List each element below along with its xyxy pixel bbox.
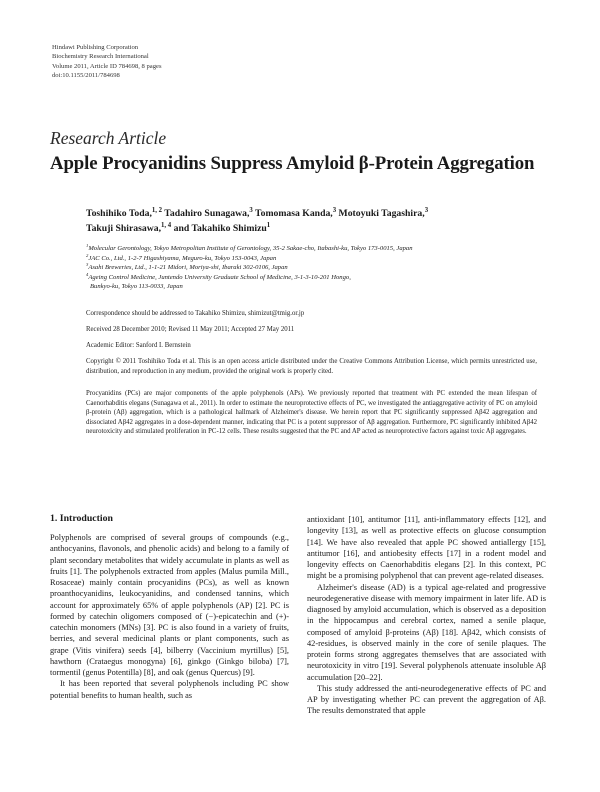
affiliations [86,244,536,292]
academic-editor: Academic Editor: Sanford I. Bernstein [86,342,191,349]
affiliation-marker: 1 [266,221,271,229]
author-name: and Takahiko Shimizu [171,223,267,234]
journal-info [52,43,352,81]
affiliation-marker: 1, 2 [151,206,163,214]
paragraph: This study addressed the anti-neurodegenerative effects of PC and AP by investigating whether PC can prevent the aggregation of Aβ. The results demonstrated that apple [307,683,546,716]
author-name: Tadahiro Sunagawa, [162,208,250,219]
author-list [86,206,526,236]
paragraph: Alzheimer's disease (AD) is a typical age-related and progressive neurodegenerative disease with memory impairment in later life. AD is diagnosed by amyloid accumulation, which is observed as a deposition in the hippocampus and cerebral cortex, named a senile plaque, composed of amyloid β-proteins (Aβ) [18]. Aβ42, which consists of 42-residues, is observed mainly in the core of senile plaques. The protein forms strong aggregates themselves that are associated with neurotoxicity in vitro [19]. Several polyphenols attenuate insoluble Aβ accumulation [20–22]. [307,582,546,682]
affiliation-text: Asahi Breweries, Ltd., 1-1-21 Midori, Moriya-shi, Ibaraki 302-0106, Japan [88,264,288,272]
author-line-1 [86,206,526,221]
affiliation-text: JAC Co., Ltd., 1-2-7 Higashiyama, Meguro-ku, Tokyo 153-0043, Japan [88,254,277,262]
paragraph: antioxidant [10], antitumor [11], anti-inflammatory effects [12], and longevity [13], as well as protective effects on glucose consumption [14]. We have also revealed that apple PC showed antiallergy [15], antitumor [16], and antiobesity effects [17] in a rodent model and longevity effects on Caenorhabditis elegans [2]. In this context, PC might be a promising polyphenol that can prevent age-related diseases. [307,515,546,581]
affiliation-marker: 3 [332,206,337,214]
affiliation-text: Ageing Control Medicine, Juntendo University Graduate School of Medicine, 3-1-3-10-201 Hongo, [88,273,351,281]
correspondence: Correspondence should be addressed to Takahiko Shimizu, shimizut@tmig.or.jp [86,310,305,317]
affiliation-number: 1 [86,242,89,248]
affiliation-text: Molecular Gerontology, Tokyo Metropolitan Institute of Gerontology, 35-2 Sakae-cho, Itabashi-ku, Tokyo 173-0015, Japan [88,245,413,252]
paragraph: It has been reported that several polyphenols including PC show potential benefits to human health, such as [50,679,289,700]
article-title: Apple Procyanidins Suppress Amyloid β-Protein Aggregation [50,153,535,174]
affiliation-marker: 1, 4 [161,221,172,229]
journal-name: Biochemistry Research International [52,53,149,61]
affiliation-number: 2 [86,252,89,258]
author-line-2 [86,221,526,236]
author-name: Motoyuki Tagashira, [336,208,425,219]
paragraph: Polyphenols are comprised of several groups of compounds (e.g., anthocyanins, flavonols, and phenolic acids) and belong to a family of plant secondary metabolites that widely accumulate in plants as well as fruits [1]. The polyphenols extracted from apples (Malus pumila Mill., Rosaceae) mainly contain procyanidins (PCs), as well as known proanthocyanidins, leukocyanidins, and condensed tannins, which account for approximately 65% of apple polyphenols (AP) [2]. PC is formed by catechin oligomers composed of (−)-epicatechin and (+)-catechin monomers (MNs) [3]. PC is also found in a variety of fruits, berries, and several medicinal plants or plant components, such as grape (Vitis vinifera) seeds [4], bilberry (Vaccinium myrtillus) [5], hawthorn (Crataegus monogyna) [6], ginkgo (Ginkgo biloba) [7], tormentil (genus Potentilla) [8], and oak (genus Quercus) [9]. [50,533,289,677]
author-name: Tomomasa Kanda, [252,208,333,219]
body-column-left [50,513,289,701]
affiliation-number: 3 [86,262,89,267]
copyright-notice: Copyright © 2011 Toshihiko Toda et al. This is an open access article distributed under the Creative Commons Attribution License, which permits unrestricted use, distribution, and reproduction in any medium, provided the original work is properly cited. [86,358,537,375]
affiliation-marker: 3 [249,206,253,214]
article-type: Research Article [50,128,167,148]
doi: doi:10.1155/2011/784698 [52,72,120,80]
affiliation-item [86,244,536,254]
affiliation-item [86,254,536,264]
publisher: Hindawi Publishing Corporation [52,44,139,51]
affiliation-item [86,273,536,283]
affiliation-item [86,282,536,292]
body-column-right [307,514,546,717]
affiliation-number: 4 [86,271,89,277]
author-name: Takuji Shirasawa, [86,223,162,234]
affiliation-text: Bunkyo-ku, Tokyo 113-0033, Japan [90,283,183,291]
author-name: Toshihiko Toda, [86,208,152,219]
volume-line: Volume 2011, Article ID 784698, 8 pages [52,62,162,70]
abstract: Procyanidins (PCs) are major components of the apple polyphenols (APs). We previously reported that treatment with PC extended the mean lifespan of Caenorhabditis elegans (Sunagawa et al., 2011). In order to estimate the neuroprotective effects of PC, we investigated the antiaggregative activity of PC on amyloid β-protein (Aβ) aggregation, which is a pathological hallmark of Alzheimer's disease. We herein report that PC significantly suppressed Aβ42 aggregation and dissociated Aβ42 aggregates in a dose-dependent manner, indicating that PC is a potent suppressor of Aβ aggregation. Furthermore, PC significantly inhibited Aβ42 neurotoxicity and stimulated proliferation in PC-12 cells. These results suggested that the PC and AP acted as neuroprotective factors against toxic Aβ aggregates. [86,390,537,436]
affiliation-marker: 3 [424,206,429,214]
affiliation-item [86,263,536,273]
article-dates: Received 28 December 2010; Revised 11 May 2011; Accepted 27 May 2011 [86,326,295,333]
section-heading: 1. Introduction [50,513,113,524]
